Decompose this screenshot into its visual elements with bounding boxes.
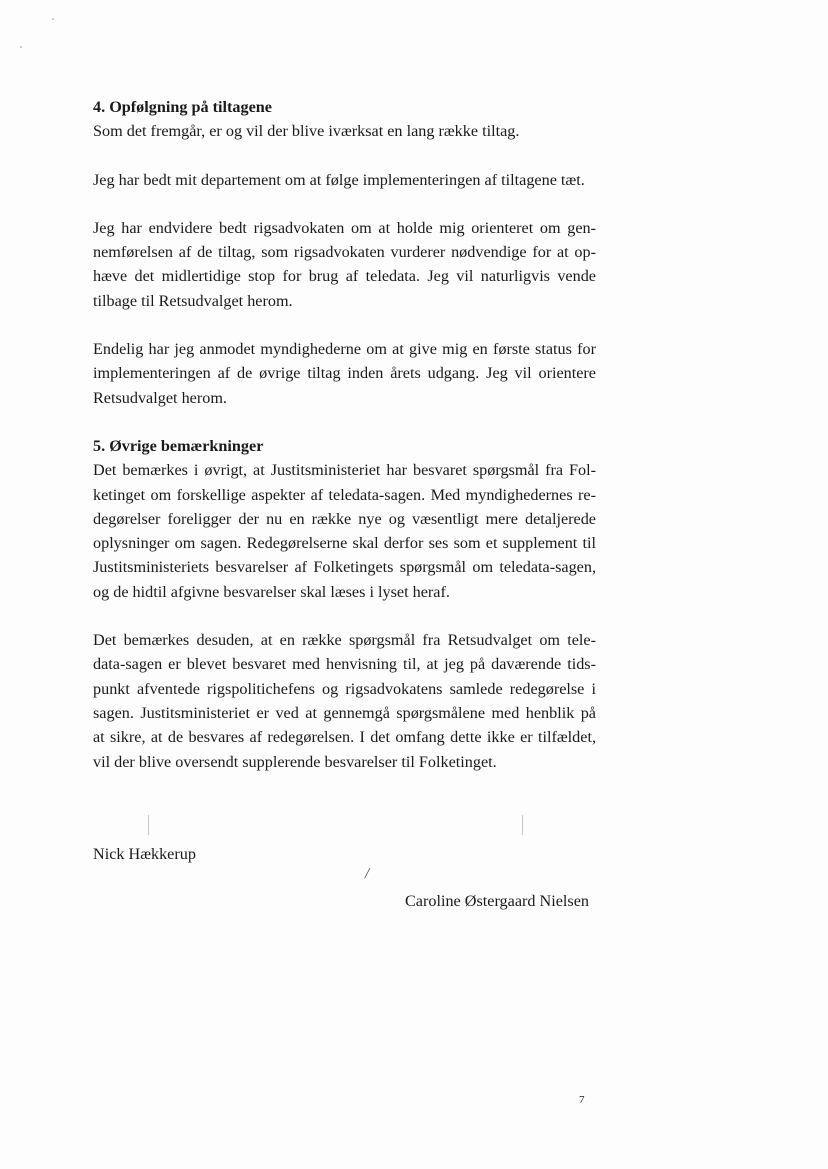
paragraph-line: og de hidtil afgivne besvarelser skal læses i lyset heraf. — [93, 582, 450, 601]
paragraph-line: nemførelsen af de tiltag, som rigsadvokaten vurderer nødvendige for at op- — [93, 243, 596, 262]
paragraph-line: data-sagen er blevet besvaret med henvisning til, at jeg på daværende tids- — [93, 655, 596, 674]
scan-speck — [52, 18, 54, 20]
paragraph-line: Jeg har bedt mit departement om at følge implementeringen af tiltagene tæt. — [93, 170, 585, 189]
paragraph-line: oplysninger om sagen. Redegørelserne skal derfor ses som et supplement til — [93, 534, 596, 553]
scan-speck — [20, 46, 22, 48]
section-heading: 4. Opfølgning på tiltagene — [93, 98, 272, 116]
signature-mark — [148, 815, 149, 835]
paragraph-line: Som det fremgår, er og vil der blive iværksat en lang række tiltag. — [93, 122, 520, 141]
paragraph-line: Jeg har endvidere bedt rigsadvokaten om at holde mig orienteret om gen- — [93, 218, 596, 237]
paragraph-line: at sikre, at de besvares af redegørelsen. I det omfang dette ikke er tilfældet, — [93, 728, 596, 747]
paragraph-line: hæve det midlertidige stop for brug af teledata. Jeg vil naturligvis vende — [93, 267, 596, 286]
paragraph-line: vil der blive oversendt supplerende besvarelser til Folketinget. — [93, 752, 497, 771]
signature-name-left: Nick Hækkerup — [93, 845, 196, 863]
letter-body — [93, 95, 596, 774]
paragraph-line: Det bemærkes i øvrigt, at Justitsministeriet har besvaret spørgsmål fra Fol- — [93, 461, 596, 480]
signature-name-right: Caroline Østergaard Nielsen — [405, 892, 589, 910]
paragraph-line: sagen. Justitsministeriet er ved at gennemgå spørgsmålene med henblik på — [93, 703, 596, 722]
page-number: 7 — [579, 1094, 585, 1106]
signature-mark: / — [363, 866, 371, 882]
paragraph-line: tilbage til Retsudvalget herom. — [93, 291, 293, 310]
paragraph-line: Justitsministeriets besvarelser af Folketingets spørgsmål om teledata-sagen, — [93, 558, 596, 577]
paragraph-line: ketinget om forskellige aspekter af teledata-sagen. Med myndighedernes re- — [93, 485, 596, 504]
paragraph-line: implementeringen af de øvrige tiltag inden årets udgang. Jeg vil orientere — [93, 364, 596, 383]
paragraph-line: degørelser foreligger der nu en række nye og væsentligt mere detaljerede — [93, 509, 596, 528]
paragraph-line: Endelig har jeg anmodet myndighederne om at give mig en første status for — [93, 340, 596, 359]
signature-mark — [522, 815, 523, 835]
paragraph-line: Det bemærkes desuden, at en række spørgsmål fra Retsudvalget om tele- — [93, 631, 596, 650]
paragraph-line: Retsudvalget herom. — [93, 388, 227, 407]
paragraph-line: punkt afventede rigspolitichefens og rigsadvokatens samlede redegørelse i — [93, 679, 596, 698]
section-heading: 5. Øvrige bemærkninger — [93, 436, 264, 455]
